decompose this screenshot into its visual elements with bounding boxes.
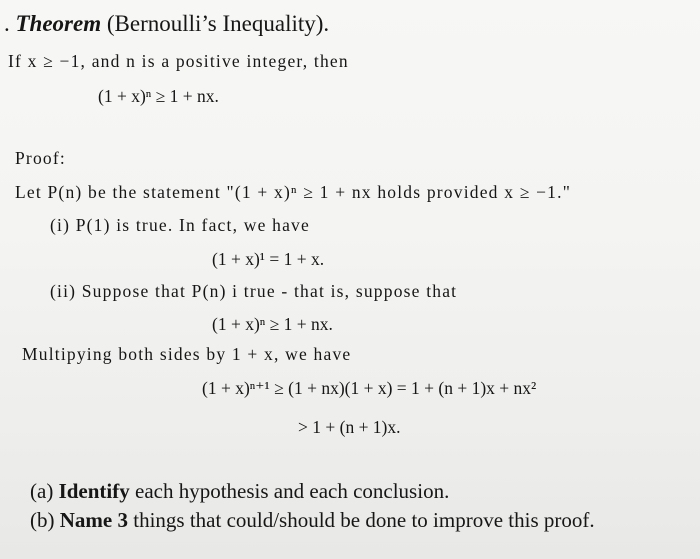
question-a (30, 481, 449, 502)
question-b (30, 510, 595, 531)
theorem-title-bold: Theorem (15, 11, 102, 36)
proof-final-equation-2: > 1 + (n + 1)x. (298, 417, 401, 437)
theorem-title-prefix: . (4, 11, 16, 36)
question-b-bold: Name 3 (59, 508, 128, 532)
proof-let-line: Let P(n) be the statement "(1 + x)ⁿ ≥ 1 + nx holds provided x ≥ −1." (15, 182, 572, 202)
theorem-title (4, 12, 329, 35)
theorem-statement: (1 + x)ⁿ ≥ 1 + nx. (98, 86, 219, 106)
theorem-title-rest: (Bernoulli’s Inequality). (101, 11, 330, 36)
question-a-prefix: (a) (30, 479, 59, 503)
question-a-rest: each hypothesis and each conclusion. (129, 479, 450, 503)
question-a-bold: Identify (58, 479, 130, 503)
proof-step-ii-equation: (1 + x)ⁿ ≥ 1 + nx. (212, 314, 333, 334)
proof-label: Proof: (15, 148, 66, 168)
proof-final-equation-1: (1 + x)ⁿ⁺¹ ≥ (1 + nx)(1 + x) = 1 + (n + 1)x + nx² (202, 378, 537, 398)
proof-step-ii: (ii) Suppose that P(n) i true - that is, suppose that (50, 281, 458, 301)
proof-step-i-equation: (1 + x)¹ = 1 + x. (212, 249, 325, 269)
theorem-hypothesis: If x ≥ −1, and n is a positive integer, then (8, 51, 349, 71)
proof-multiply-line: Multipying both sides by 1 + x, we have (22, 344, 352, 364)
question-b-prefix: (b) (30, 508, 60, 532)
proof-step-i: (i) P(1) is true. In fact, we have (50, 215, 310, 235)
question-b-rest: things that could/should be done to improve this proof. (127, 508, 595, 532)
